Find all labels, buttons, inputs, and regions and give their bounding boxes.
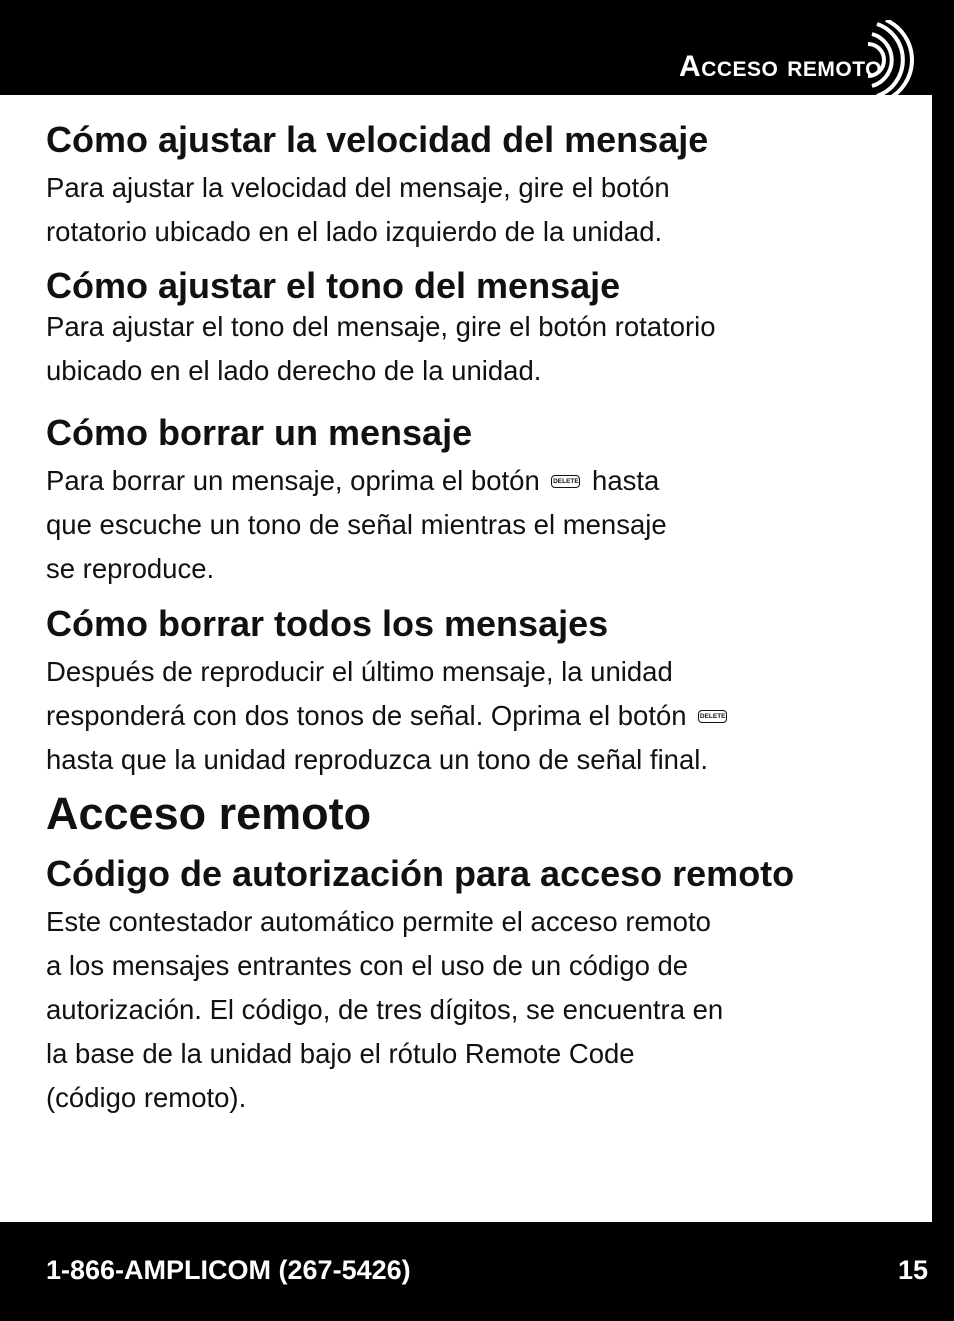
paragraph-tone: Para ajustar el tono del mensaje, gire el botón rotatorio ubicado en el lado derecho de la unidad. bbox=[46, 311, 716, 386]
main-title: Acceso remoto bbox=[46, 788, 372, 839]
heading-delete-one: Cómo borrar un mensaje bbox=[46, 412, 473, 453]
heading-tone: Cómo ajustar el tono del mensaje bbox=[46, 265, 621, 306]
header-section-title: Acceso remoto bbox=[679, 50, 882, 83]
paragraph-delete-one: Para borrar un mensaje, oprima el botón DELETE hasta que escuche un tono de señal mientras el mensaje se reproduce. bbox=[46, 459, 926, 591]
page-number: 15 bbox=[897, 1255, 928, 1285]
right-edge-bar bbox=[932, 0, 954, 1321]
paragraph-remote-code: Este contestador automático permite el acceso remoto a los mensajes entrantes con el uso de un código de autorización. El código, de tres dígitos, se encuentra en la base de la unidad bajo el rótulo Remote Code (código remoto). bbox=[46, 906, 724, 1113]
footer-phone-number: 1-866-AMPLICOM (267-5426) bbox=[46, 1255, 411, 1285]
heading-speed: Cómo ajustar la velocidad del mensaje bbox=[46, 119, 709, 160]
heading-delete-all: Cómo borrar todos los mensajes bbox=[46, 603, 609, 644]
heading-remote-code: Código de autorización para acceso remoto bbox=[46, 853, 795, 894]
delete-button-icon bbox=[698, 710, 727, 723]
delete-button-icon bbox=[551, 475, 580, 488]
paragraph-speed: Para ajustar la velocidad del mensaje, gire el botón rotatorio ubicado en el lado izquierdo de la unidad. bbox=[46, 172, 670, 247]
paragraph-delete-all: Después de reproducir el último mensaje, la unidad responderá con dos tonos de señal. Oprima el botón DELETE hasta que la unidad reproduzca un tono de señal final. bbox=[46, 650, 926, 782]
